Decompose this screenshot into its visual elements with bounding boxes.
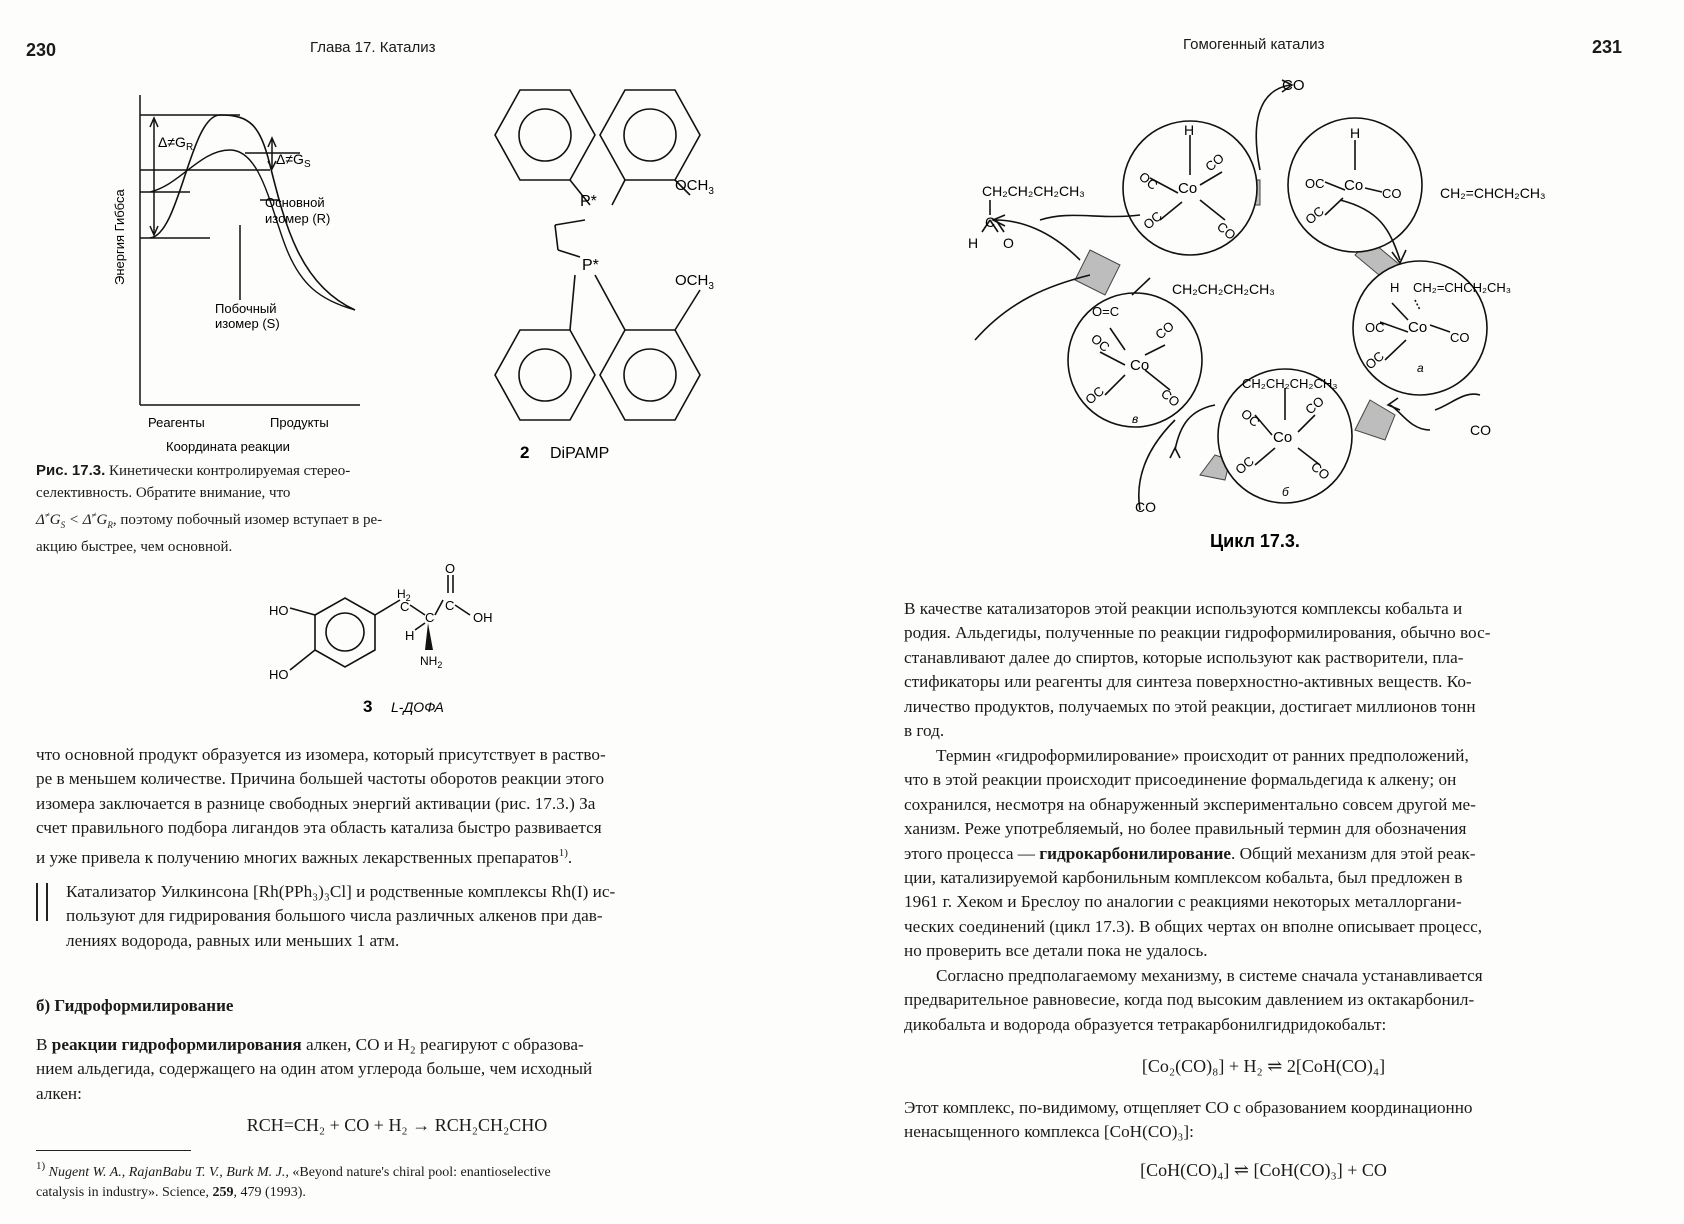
aldehyde-chain: CH₂CH₂CH₂CH₃ — [982, 183, 1085, 199]
cycle-oc-b2: CO — [1302, 393, 1327, 418]
cycle-oc-b4: CO — [1308, 458, 1333, 483]
ldopa-c1: C — [400, 599, 410, 614]
cycle-oc-b1: OC — [1238, 405, 1263, 430]
cycle-h-a: H — [1390, 280, 1400, 295]
cycle-oc-1c: OC — [1140, 208, 1165, 233]
dipamp-och3-1: $OCH_3$ — [675, 177, 714, 197]
cycle-oc-v1: OC — [1088, 330, 1113, 355]
catalytic-cycle — [960, 70, 1546, 560]
dipamp-p2: P* — [582, 257, 599, 274]
wilkinson-note: Катализатор Уилкинсона [Rh(PPh₃)₃Cl] и родственные комплексы Rh(I) ис- пользуют для гидрирования большого числа различных алкенов при дав- лениях водорода, равных или меньших 1 атм. — [66, 882, 616, 950]
right-paragraph-4: Этот комплекс, по-видимому, отщепляет CO с образованием координационно ненасыщенного комплекса [CoH(CO)₃]: — [904, 1098, 1473, 1142]
ldopa-h2: $H_2$ — [397, 587, 411, 603]
page-number-left: 230 — [26, 40, 57, 60]
cycle-co-metal-2: Co — [1344, 177, 1364, 194]
cycle-co-metal-a: Co — [1408, 319, 1428, 336]
ldopa-o: O — [445, 561, 456, 576]
figure-caption: Рис. 17.3. Кинетически контролируемая стерео- селективность. Обратите внимание, что $\Delta^\ne G_S < \Delta^\ne G_R$, поэтому побочный изомер вступает в ре- акцию быстрее, чем основной. — [36, 462, 383, 555]
cycle-oc-2a: OC — [1305, 176, 1325, 191]
side-isomer-label-2: изомер (S) — [215, 316, 280, 331]
cycle-h-1: H — [1184, 122, 1195, 138]
dg-r-label: $\Delta\ne G_R$ — [158, 134, 194, 153]
main-isomer-label-1: Основной — [265, 195, 325, 210]
aldehyde-o: O — [1003, 235, 1014, 251]
cycle-co-metal-1: Co — [1178, 180, 1198, 197]
equation-1: [Co₂(CO)₈] + H₂ ⇌ 2[CoH(CO)₄] — [1141, 1056, 1386, 1076]
section-heading: б) Гидроформилирование — [36, 996, 234, 1015]
equation-2: [CoH(CO)₄] ⇌ [CoH(CO)₃] + CO — [1140, 1160, 1387, 1180]
dipamp-name: DiPAMP — [550, 445, 610, 462]
running-head-left: Глава 17. Катализ — [310, 39, 436, 56]
cycle-butene-a: CH₂=CHCH₂CH₃ — [1413, 280, 1512, 295]
cycle-label-a: а — [1417, 361, 1424, 375]
cycle-label-v: в — [1132, 412, 1139, 426]
hydroformylation-equation: RCH=CH₂ + CO + H₂ → RCH₂CH₂CHO — [246, 1115, 548, 1135]
cycle-oc-v2: CO — [1152, 318, 1177, 343]
cycle-oc-a3: OC — [1362, 348, 1387, 373]
x-label-products: Продукты — [270, 415, 329, 430]
left-paragraph-1: что основной продукт образуется из изомера, который присутствует в раство- ре в меньшем количестве. Причина большей частоты оборотов реакции этого изомера заключается в разнице свободных энергий активации (рис. 17.3.) За счет правильного подбора лигандов эта область катализа быстро развивается и уже привела к получению многих важных лекарственных препаратов$^{1)}$. — [36, 745, 606, 867]
ldopa-h: H — [405, 628, 415, 643]
cycle-co-right: CO — [1470, 422, 1491, 438]
dipamp-och3-2: $OCH_3$ — [675, 272, 714, 292]
cycle-oc-a1: OC — [1365, 320, 1385, 335]
note-marker — [36, 883, 48, 921]
footnote-rule — [36, 1150, 191, 1151]
cycle-oc-v4: CO — [1158, 385, 1183, 410]
cycle-oc-2c: OC — [1302, 203, 1327, 228]
footnote: $^{1)}$ Nugent W. A., RajanBabu T. V., Burk M. J., «Beyond nature's chiral pool: enantioselective catalysis in industry». Science, 259, 479 (1993). — [36, 1160, 551, 1200]
aldehyde-h: H — [968, 235, 979, 251]
y-axis-label: Энергия Гиббса — [112, 189, 127, 285]
cycle-h-2: H — [1350, 125, 1361, 141]
cycle-oc-1a: OC — [1136, 168, 1161, 193]
dg-s-label: $\Delta\ne G_S$ — [276, 151, 311, 170]
cycle-oc-1b: CO — [1202, 150, 1227, 175]
energy-diagram — [110, 85, 380, 455]
x-label-reagents: Реагенты — [148, 415, 205, 430]
cycle-oc-a2: CO — [1450, 330, 1470, 345]
ldopa-ho-1: HO — [269, 603, 289, 618]
cycle-co-top: CO — [1282, 77, 1305, 94]
side-isomer-label-1: Побочный — [215, 301, 277, 316]
cycle-oc-b3: OC — [1232, 453, 1257, 478]
cycle-co-metal-b: Co — [1273, 429, 1293, 446]
right-paragraph-2: Термин «гидроформилирование» происходит от ранних предположений, что в этой реакции происходит присоединение формальдегида к алкену; он сохранился, несмотря на обнаруженный экспериментально совсем другой ме- ханизм. Реже употребляемый, но более правильный термин для обозначения этого процесса — гидрокарбонилирование. Общий механизм для этой реак- ции, катализируемой карбонильным комплексом кобальта, был предложен в 1961 г. Хеком и Бреслоу по аналогии с реакциями некоторых металлоргани- ческих соединений (цикл 17.3). В общих чертах он вполне описывает процесс, но проверить все детали пока не удалось. — [904, 746, 1483, 961]
cycle-acyl: O=C — [1092, 304, 1120, 319]
page-number-right: 231 — [1592, 37, 1623, 57]
cycle-butyl-v: CH₂CH₂CH₂CH₃ — [1172, 281, 1275, 297]
cycle-label-b: б — [1282, 485, 1289, 499]
left-paragraph-2: В реакции гидроформилирования алкен, CO и H₂ реагируют с образова- нием альдегида, содержащего на один атом углерода больше, чем исходный алкен: — [36, 1035, 593, 1103]
cycle-co-bottom: CO — [1135, 499, 1156, 515]
right-paragraph-1: В качестве катализаторов этой реакции используются комплексы кобальта и родия. Альдегиды, полученные по реакции гидроформилирования, обычно вос- станавливают далее до спиртов, которые используют как растворители, пла- стификаторы или реагенты для синтеза поверхностно-активных веществ. Ко- личество продуктов, получаемых по этой реакции, достигает миллионов тонн в год. — [904, 599, 1491, 741]
right-paragraph-3: Согласно предполагаемому механизму, в системе сначала устанавливается предварительное равновесие, когда под высоким давлением из октакарбонил- дикобальта и водорода образуется тетракарбонилгидридокобальт: — [904, 966, 1483, 1034]
ldopa-number: 3 — [363, 697, 373, 716]
dipamp-p1: P* — [580, 193, 597, 210]
cycle-oc-2b: CO — [1382, 186, 1402, 201]
aldehyde-c: C — [985, 214, 996, 230]
cycle-oc-v3: OC — [1082, 383, 1107, 408]
cycle-butene-1: CH₂=CHCH₂CH₃ — [1440, 185, 1546, 201]
ldopa-oh: OH — [473, 610, 493, 625]
cycle-co-metal-v: Co — [1130, 357, 1150, 374]
cycle-oc-1d: CO — [1214, 218, 1239, 243]
cycle-title: Цикл 17.3. — [1210, 531, 1300, 551]
ldopa-structure — [265, 561, 525, 730]
dipamp-structure — [480, 70, 740, 470]
main-isomer-label-2: изомер (R) — [265, 211, 331, 226]
x-axis-label: Координата реакции — [166, 439, 290, 454]
ldopa-name: L-ДОФА — [391, 699, 444, 715]
ldopa-ho-2: HO — [269, 667, 289, 682]
cycle-butyl-b: CH₂CH₂CH₂CH₃ — [1242, 376, 1338, 391]
running-head-right: Гомогенный катализ — [1183, 36, 1325, 53]
ldopa-c3: C — [445, 598, 455, 613]
ldopa-nh2: $NH_2$ — [420, 654, 443, 670]
ldopa-c2: C — [425, 610, 435, 625]
dipamp-number: 2 — [520, 443, 530, 462]
